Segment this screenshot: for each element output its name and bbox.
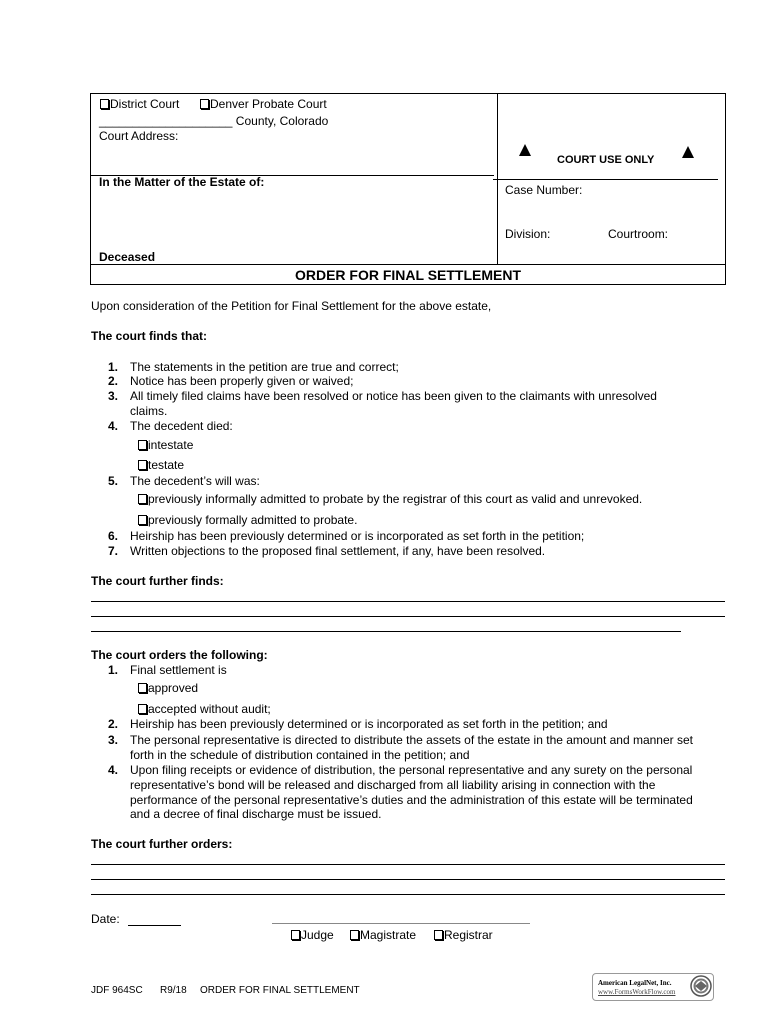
denver-probate-option[interactable]: Denver Probate Court — [200, 97, 327, 112]
orders-heading: The court orders the following: — [91, 648, 268, 662]
approved-checkbox[interactable] — [138, 683, 147, 693]
finds-num: 5. — [107, 474, 118, 488]
finds-num: 3. — [107, 389, 118, 403]
judge-checkbox[interactable] — [291, 930, 300, 940]
page-title: ORDER FOR FINAL SETTLEMENT — [294, 267, 522, 283]
division-label: Division: — [505, 227, 551, 241]
finds-item-text: Heirship has been previously determined or is incorporated as set forth in the petition; — [130, 529, 585, 543]
formal-probate-checkbox[interactable] — [138, 515, 147, 525]
further-orders-line[interactable] — [91, 864, 725, 865]
finds-item-text: The decedent died: — [130, 419, 233, 433]
further-orders-heading: The court further orders: — [91, 837, 233, 851]
county-line: ____________________ County, Colorado — [99, 114, 329, 128]
died-intestate-option[interactable]: intestate — [138, 438, 193, 453]
orders-num: 4. — [107, 763, 118, 777]
finds-num: 4. — [107, 419, 118, 433]
matter-of-label: In the Matter of the Estate of: — [99, 175, 265, 189]
vendor-name: American LegalNet, Inc. — [598, 979, 672, 987]
finds-item-text: All timely filed claims have been resolved or notice has been given to the claimants with unresolved — [130, 389, 657, 403]
footer-revision: R9/18 — [160, 985, 187, 996]
intestate-checkbox[interactable] — [138, 440, 147, 450]
orders-item-text: The personal representative is directed to distribute the assets of the estate in the amount and manner set — [130, 733, 693, 747]
finds-heading: The court finds that: — [91, 329, 207, 343]
arrow-up-icon — [519, 144, 531, 156]
further-finds-line[interactable] — [91, 601, 725, 602]
district-court-checkbox[interactable] — [100, 99, 109, 109]
court-use-rule — [493, 179, 718, 180]
vendor-url[interactable]: www.FormsWorkFlow.com — [598, 988, 676, 996]
finds-item-text: claims. — [130, 404, 168, 418]
further-orders-line[interactable] — [91, 879, 725, 880]
courtroom-label: Courtroom: — [608, 227, 669, 241]
further-finds-heading: The court further finds: — [91, 574, 224, 588]
denver-probate-checkbox[interactable] — [200, 99, 209, 109]
orders-item-text: forth in the schedule of distribution contained in the petition; and — [130, 748, 470, 762]
intro-text: Upon consideration of the Petition for Final Settlement for the above estate, — [91, 299, 492, 313]
registrar-checkbox[interactable] — [434, 930, 443, 940]
date-field[interactable] — [128, 925, 181, 926]
orders-num: 1. — [107, 663, 118, 677]
further-finds-line[interactable] — [91, 616, 725, 617]
will-informal-option[interactable]: previously informally admitted to probate by the registrar of this court as valid and unrevoked. — [138, 492, 642, 507]
court-address-label: Court Address: — [99, 129, 179, 143]
accepted-option[interactable]: accepted without audit; — [138, 702, 271, 717]
orders-num: 2. — [107, 717, 118, 731]
footer-form-id: JDF 964SC — [91, 985, 143, 996]
orders-num: 3. — [107, 733, 118, 747]
approved-option[interactable]: approved — [138, 681, 198, 696]
died-testate-option[interactable]: testate — [138, 458, 184, 473]
judge-option[interactable]: Judge — [291, 928, 334, 943]
deceased-label: Deceased — [99, 250, 156, 264]
orders-item-text: and a decree of final discharge must be issued. — [130, 807, 382, 821]
finds-num: 6. — [107, 529, 118, 543]
will-formal-option[interactable]: previously formally admitted to probate. — [138, 513, 357, 528]
vendor-logo-icon — [689, 974, 713, 998]
orders-item-text: representative’s bond will be released and discharged from all liability arising in connection with the — [130, 778, 656, 792]
district-court-option[interactable]: District Court — [100, 97, 179, 112]
caption-bottom-rule — [90, 264, 726, 265]
finds-num: 1. — [107, 360, 118, 374]
case-number-label: Case Number: — [505, 183, 583, 197]
further-finds-line[interactable] — [91, 631, 681, 632]
registrar-option[interactable]: Registrar — [434, 928, 493, 943]
arrow-up-icon — [682, 146, 694, 158]
orders-item-text: performance of the personal representative’s duties and the administration of this estate will be terminated — [130, 793, 693, 807]
finds-item-text: Written objections to the proposed final settlement, if any, have been resolved. — [130, 544, 546, 558]
court-use-only-label: COURT USE ONLY — [557, 154, 655, 166]
date-label: Date: — [91, 912, 120, 926]
further-orders-line[interactable] — [91, 894, 725, 895]
footer-form-title: ORDER FOR FINAL SETTLEMENT — [200, 985, 360, 996]
finds-item-text: Notice has been properly given or waived; — [130, 374, 354, 388]
testate-checkbox[interactable] — [138, 460, 147, 470]
magistrate-option[interactable]: Magistrate — [350, 928, 416, 943]
orders-item-text: Final settlement is — [130, 663, 227, 677]
magistrate-checkbox[interactable] — [350, 930, 359, 940]
finds-num: 7. — [107, 544, 118, 558]
finds-item-text: The statements in the petition are true and correct; — [130, 360, 399, 374]
signature-line[interactable] — [272, 923, 530, 924]
orders-item-text: Heirship has been previously determined or is incorporated as set forth in the petition; and — [130, 717, 608, 731]
finds-num: 2. — [107, 374, 118, 388]
finds-item-text: The decedent’s will was: — [130, 474, 260, 488]
accepted-checkbox[interactable] — [138, 704, 147, 714]
orders-item-text: Upon filing receipts or evidence of distribution, the personal representative and any surety on the personal — [130, 763, 693, 777]
informal-probate-checkbox[interactable] — [138, 494, 147, 504]
